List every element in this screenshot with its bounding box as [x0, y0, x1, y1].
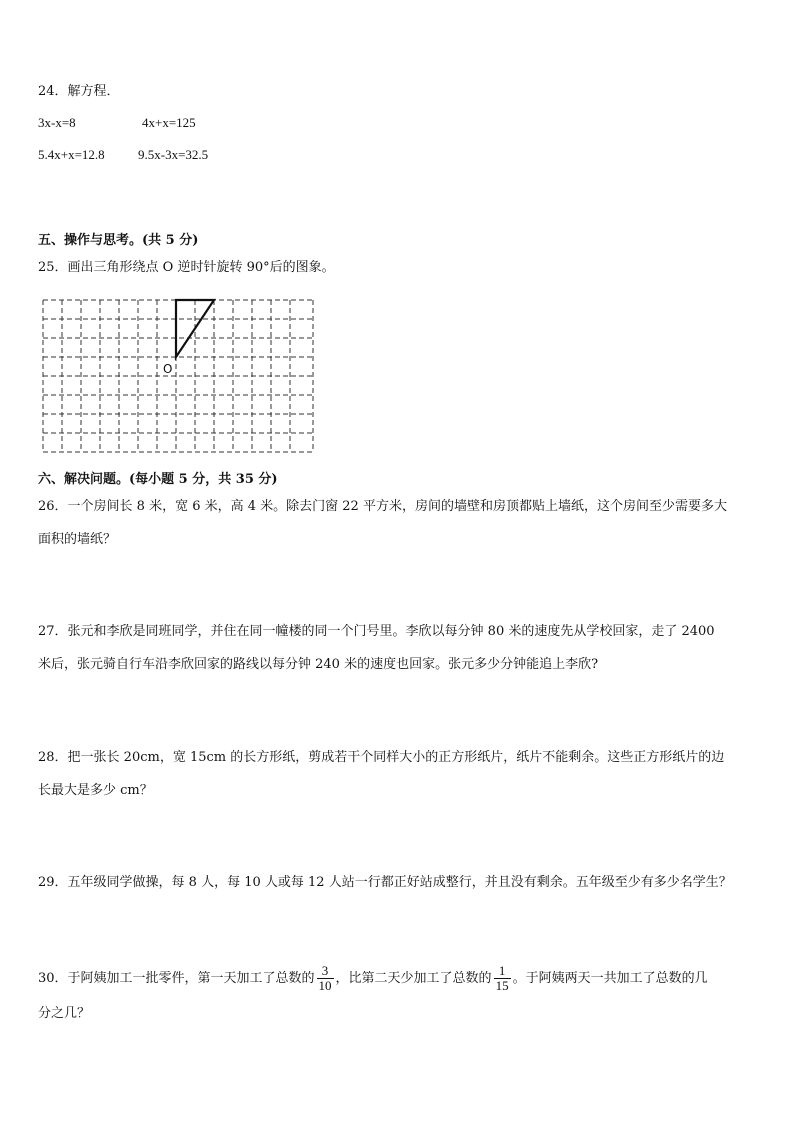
fraction-denominator: 15 [495, 978, 509, 993]
q30-line2: 分之几？ [38, 1006, 91, 1021]
fraction-numerator: 3 [317, 964, 334, 979]
q27-line1: 27．张元和李欣是同班同学，并住在同一幢楼的同一个门号里。李欣以每分钟 80 米的速度先从学校回家，走了 2400 [38, 624, 715, 639]
q30-part3: 。于阿姨两天一共加工了总数的几 [512, 971, 708, 986]
section6-title: 六、解决问题。(每小题 5 分，共 35 分) [38, 472, 278, 487]
q27-block [38, 615, 758, 681]
fraction-3-10 [317, 964, 334, 993]
fraction-numerator: 1 [494, 964, 511, 979]
q24-eq2: 4x+x=125 [142, 115, 196, 130]
q29-block [38, 866, 758, 899]
q24-eq4: 9.5x-3x=32.5 [138, 147, 209, 162]
q24-eq3: 5.4x+x=12.8 [38, 147, 105, 162]
q28-line1: 28．把一张长 20cm，宽 15cm 的长方形纸，剪成若干个同样大小的正方形纸片，纸片不能剩余。这些正方形纸片的边 [38, 750, 725, 765]
fraction-denominator: 10 [318, 978, 332, 993]
q28-line2: 长最大是多少 cm？ [38, 783, 153, 798]
q30-part1: 30．于阿姨加工一批零件，第一天加工了总数的 [38, 971, 315, 986]
q26-line1: 26．一个房间长 8 米，宽 6 米，高 4 米。除去门窗 22 平方米，房间的墙壁和房顶都贴上墙纸，这个房间至少需要多大 [38, 499, 727, 514]
q26-block [38, 490, 758, 556]
q28-block [38, 741, 758, 807]
section5-title: 五、操作与思考。(共 5 分) [38, 233, 199, 248]
q24-title: 24．解方程． [38, 84, 120, 99]
rotation-grid [38, 296, 318, 456]
q26-line2: 面积的墙纸？ [38, 532, 117, 547]
q30-block [38, 958, 758, 1028]
q29-line1: 29．五年级同学做操，每 8 人，每 10 人或每 12 人站一行都正好站成整行，并且没有剩余。五年级至少有多少名学生？ [38, 875, 732, 890]
q25-text: 25．画出三角形绕点 O 逆时针旋转 90°后的图象。 [38, 260, 335, 275]
grid-lines [43, 300, 313, 452]
point-o-label: O [163, 362, 173, 376]
q27-line2: 米后，张元骑自行车沿李欣回家的路线以每分钟 240 米的速度也回家。张元多少分钟能追上李欣? [38, 657, 599, 672]
q30-line1 [38, 958, 758, 1000]
fraction-1-15 [494, 964, 511, 993]
q30-part2: ，比第二天少加工了总数的 [335, 971, 492, 986]
q24-eq1: 3x-x=8 [38, 115, 76, 130]
